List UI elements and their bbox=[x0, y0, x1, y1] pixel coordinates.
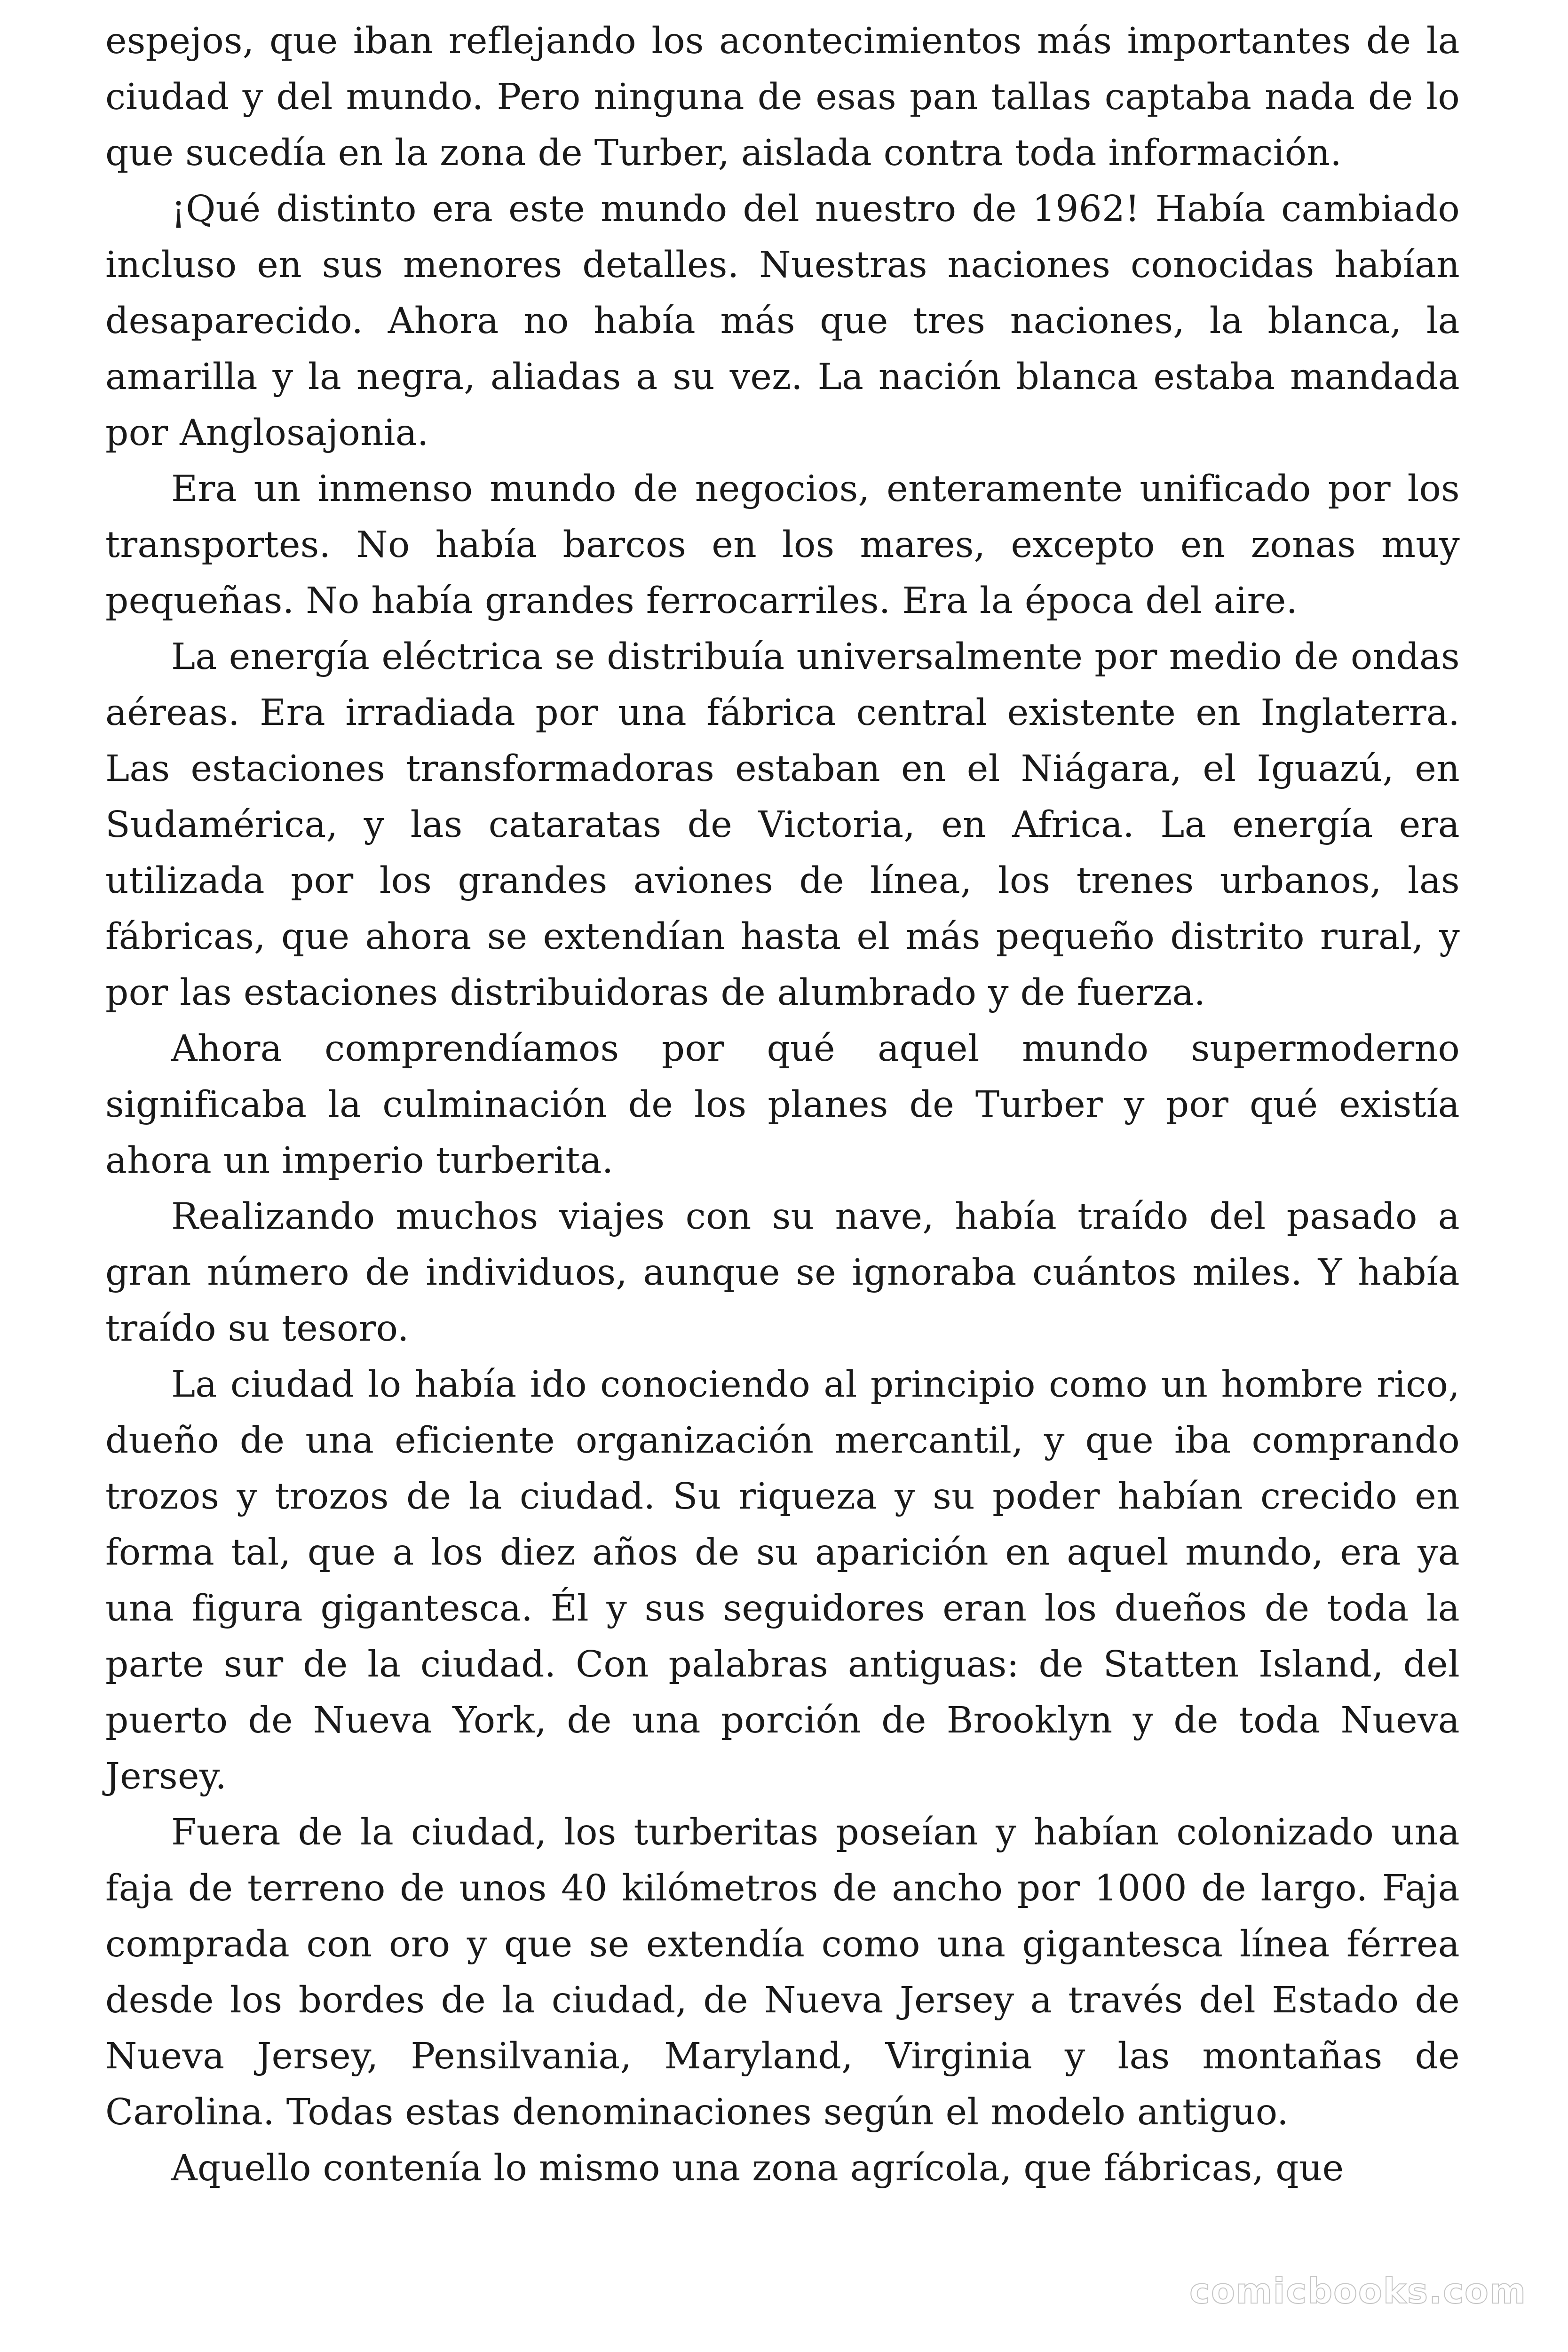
paragraph-1: espejos, que iban reflejando los acontecimientos más importantes de la ciudad y del mundo. Pero ninguna de esas pan tallas captaba nada de lo que sucedía en la zona de Turber, aislada contra toda información. bbox=[105, 20, 1460, 174]
paragraph-7: La ciudad lo había ido conociendo al principio como un hombre rico, dueño de una eficiente organización mercantil, y que iba comprando trozos y trozos de la ciudad. Su riqueza y su poder habían crecido en forma tal, que a los diez años de su aparición en aquel mundo, era ya una figura gigantesca. Él y sus seguidores eran los dueños de toda la parte sur de la ciudad. Con palabras antiguas: de Statten Island, del puerto de Nueva York, de una porción de Brooklyn y de toda Nueva Jersey. bbox=[105, 1364, 1460, 1797]
paragraph-9: Aquello contenía lo mismo una zona agrícola, que fábricas, que bbox=[171, 2147, 1344, 2189]
paragraph-2: ¡Qué distinto era este mundo del nuestro de 1962! Había cambiado incluso en sus menores detalles. Nuestras naciones conocidas habían desaparecido. Ahora no había más que tres naciones, la blanca, la amarilla y la negra, aliadas a su vez. La nación blanca estaba mandada por Anglosajonia. bbox=[105, 188, 1460, 454]
paragraph-3: Era un inmenso mundo de negocios, enteramente unificado por los transportes. No había barcos en los mares, excepto en zonas muy pequeñas. No había grandes ferrocarriles. Era la época del aire. bbox=[105, 468, 1460, 622]
body-text bbox=[105, 13, 1460, 2196]
site-watermark: comicbooks.com bbox=[1189, 2271, 1527, 2312]
paragraph-6: Realizando muchos viajes con su nave, había traído del pasado a gran número de individuos, aunque se ignoraba cuántos miles. Y había traído su tesoro. bbox=[105, 1196, 1460, 1350]
paragraph-5: Ahora comprendíamos por qué aquel mundo supermoderno significaba la culminación de los planes de Turber y por qué existía ahora un imperio turberita. bbox=[105, 1028, 1460, 1182]
paragraph-8: Fuera de la ciudad, los turberitas poseían y habían colonizado una faja de terreno de unos 40 kilómetros de ancho por 1000 de largo. Faja comprada con oro y que se extendía como una gigantesca línea férrea desde los bordes de la ciudad, de Nueva Jersey a través del Estado de Nueva Jersey, Pensilvania, Maryland, Virginia y las montañas de Carolina. Todas estas denominaciones según el modelo antiguo. bbox=[105, 1812, 1460, 2133]
paragraph-4: La energía eléctrica se distribuía universalmente por medio de ondas aéreas. Era irradiada por una fábrica central existente en Inglaterra. Las estaciones transformadoras estaban en el Niágara, el Iguazú, en Sudamérica, y las cataratas de Victoria, en Africa. La energía era utilizada por los grandes aviones de línea, los trenes urbanos, las fábricas, que ahora se extendían hasta el más pequeño distrito rural, y por las estaciones distribuidoras de alumbrado y de fuerza. bbox=[105, 636, 1460, 1014]
